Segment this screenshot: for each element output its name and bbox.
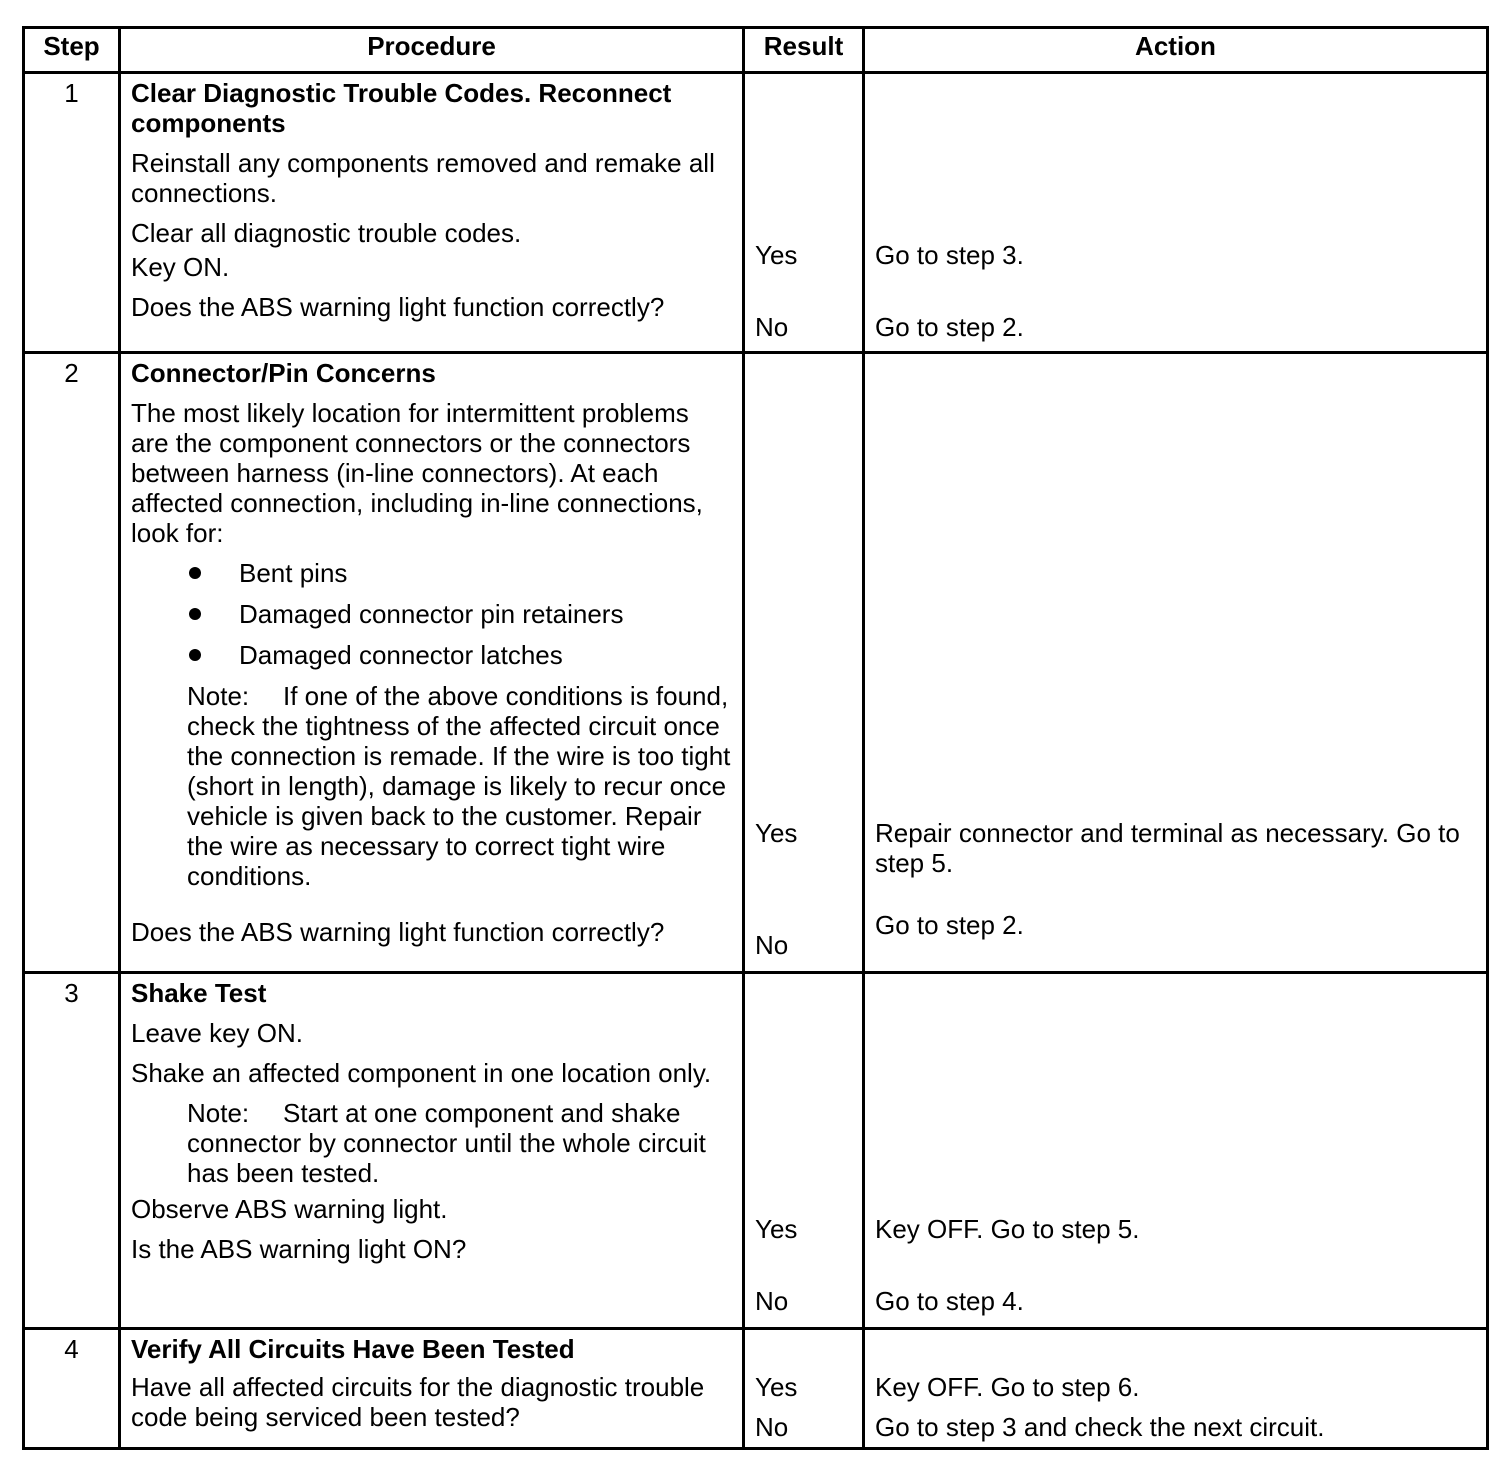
procedure-cell: [120, 1329, 744, 1449]
action-no: Go to step 4.: [875, 1286, 1024, 1316]
step-number: 1: [24, 73, 120, 353]
table-row-step-2: [24, 353, 1488, 973]
note-label: Note:: [187, 681, 250, 711]
action-yes: Go to step 3.: [875, 240, 1024, 270]
result-yes: Yes: [755, 818, 798, 848]
step-number: 4: [24, 1329, 120, 1449]
procedure-text: Key ON.: [131, 252, 230, 282]
header-action: Action: [864, 28, 1488, 73]
action-cell: [864, 73, 1488, 353]
table-row-step-3: [24, 973, 1488, 1329]
procedure-text: Clear all diagnostic trouble codes.: [131, 218, 522, 248]
list-item: [187, 599, 732, 629]
step-title: Verify All Circuits Have Been Tested: [131, 1334, 575, 1364]
procedure-text: The most likely location for intermittent problems are the component connectors or the connectors between harness (in-line connectors). At each affected connection, including in-line connections, look for:: [131, 398, 703, 548]
bullet-icon: [189, 567, 201, 579]
action-no: Go to step 2.: [875, 910, 1024, 940]
procedure-cell: [120, 73, 744, 353]
result-no: No: [755, 930, 789, 960]
list-item: [187, 558, 732, 588]
note-block: [187, 1098, 732, 1188]
list-item: [187, 640, 732, 670]
step-title: Connector/Pin Concerns: [131, 358, 436, 388]
bullet-icon: [189, 608, 201, 620]
result-cell: [744, 353, 864, 973]
list-item-text: Damaged connector latches: [239, 640, 563, 670]
table-row-step-4: [24, 1329, 1488, 1449]
action-no: Go to step 2.: [875, 312, 1024, 342]
procedure-question: Is the ABS warning light ON?: [131, 1234, 467, 1264]
list-item-text: Damaged connector pin retainers: [239, 599, 624, 629]
note-block: [187, 681, 732, 891]
list-item-text: Bent pins: [239, 558, 348, 588]
procedure-cell: [120, 973, 744, 1329]
result-no: No: [755, 1412, 789, 1442]
step-title: Clear Diagnostic Trouble Codes. Reconnect components: [131, 78, 672, 138]
result-cell: [744, 1329, 864, 1449]
result-yes: Yes: [755, 1372, 798, 1402]
inspection-list: [131, 558, 732, 670]
result-yes: Yes: [755, 1214, 798, 1244]
procedure-question: Does the ABS warning light function correctly?: [131, 292, 665, 322]
bullet-icon: [189, 649, 201, 661]
result-no: No: [755, 312, 789, 342]
step-title: Shake Test: [131, 978, 267, 1008]
procedure-text: Leave key ON.: [131, 1018, 303, 1048]
procedure-text: Shake an affected component in one location only.: [131, 1058, 712, 1088]
action-yes: Key OFF. Go to step 6.: [875, 1372, 1140, 1402]
result-no: No: [755, 1286, 789, 1316]
procedure-question: Does the ABS warning light function correctly?: [131, 917, 665, 947]
header-result: Result: [744, 28, 864, 73]
procedure-text: Reinstall any components removed and remake all connections.: [131, 148, 715, 208]
procedure-question: Have all affected circuits for the diagnostic trouble code being serviced been tested?: [131, 1372, 705, 1432]
table-header-row: [24, 28, 1488, 73]
action-yes: Repair connector and terminal as necessary. Go to step 5.: [875, 818, 1460, 878]
result-yes: Yes: [755, 240, 798, 270]
result-cell: [744, 973, 864, 1329]
procedure-text: Observe ABS warning light.: [131, 1194, 448, 1224]
result-cell: [744, 73, 864, 353]
header-step: Step: [24, 28, 120, 73]
note-text: Start at one component and shake connector by connector until the whole circuit has been tested.: [187, 1098, 706, 1188]
action-yes: Key OFF. Go to step 5.: [875, 1214, 1140, 1244]
table-row-step-1: [24, 73, 1488, 353]
note-label: Note:: [187, 1098, 250, 1128]
step-number: 3: [24, 973, 120, 1329]
action-cell: [864, 353, 1488, 973]
action-cell: [864, 973, 1488, 1329]
action-cell: [864, 1329, 1488, 1449]
diagnostic-procedure-page: [22, 26, 1486, 1450]
procedure-cell: [120, 353, 744, 973]
diagnostic-table: [22, 26, 1489, 1450]
step-number: 2: [24, 353, 120, 973]
note-text: If one of the above conditions is found, check the tightness of the affected circuit once the connection is remade. If the wire is too tight (short in length), damage is likely to recur once vehicle is given back to the customer. Repair the wire as necessary to correct tight wire conditions.: [187, 681, 731, 891]
header-procedure: Procedure: [120, 28, 744, 73]
action-no: Go to step 3 and check the next circuit.: [875, 1412, 1325, 1442]
